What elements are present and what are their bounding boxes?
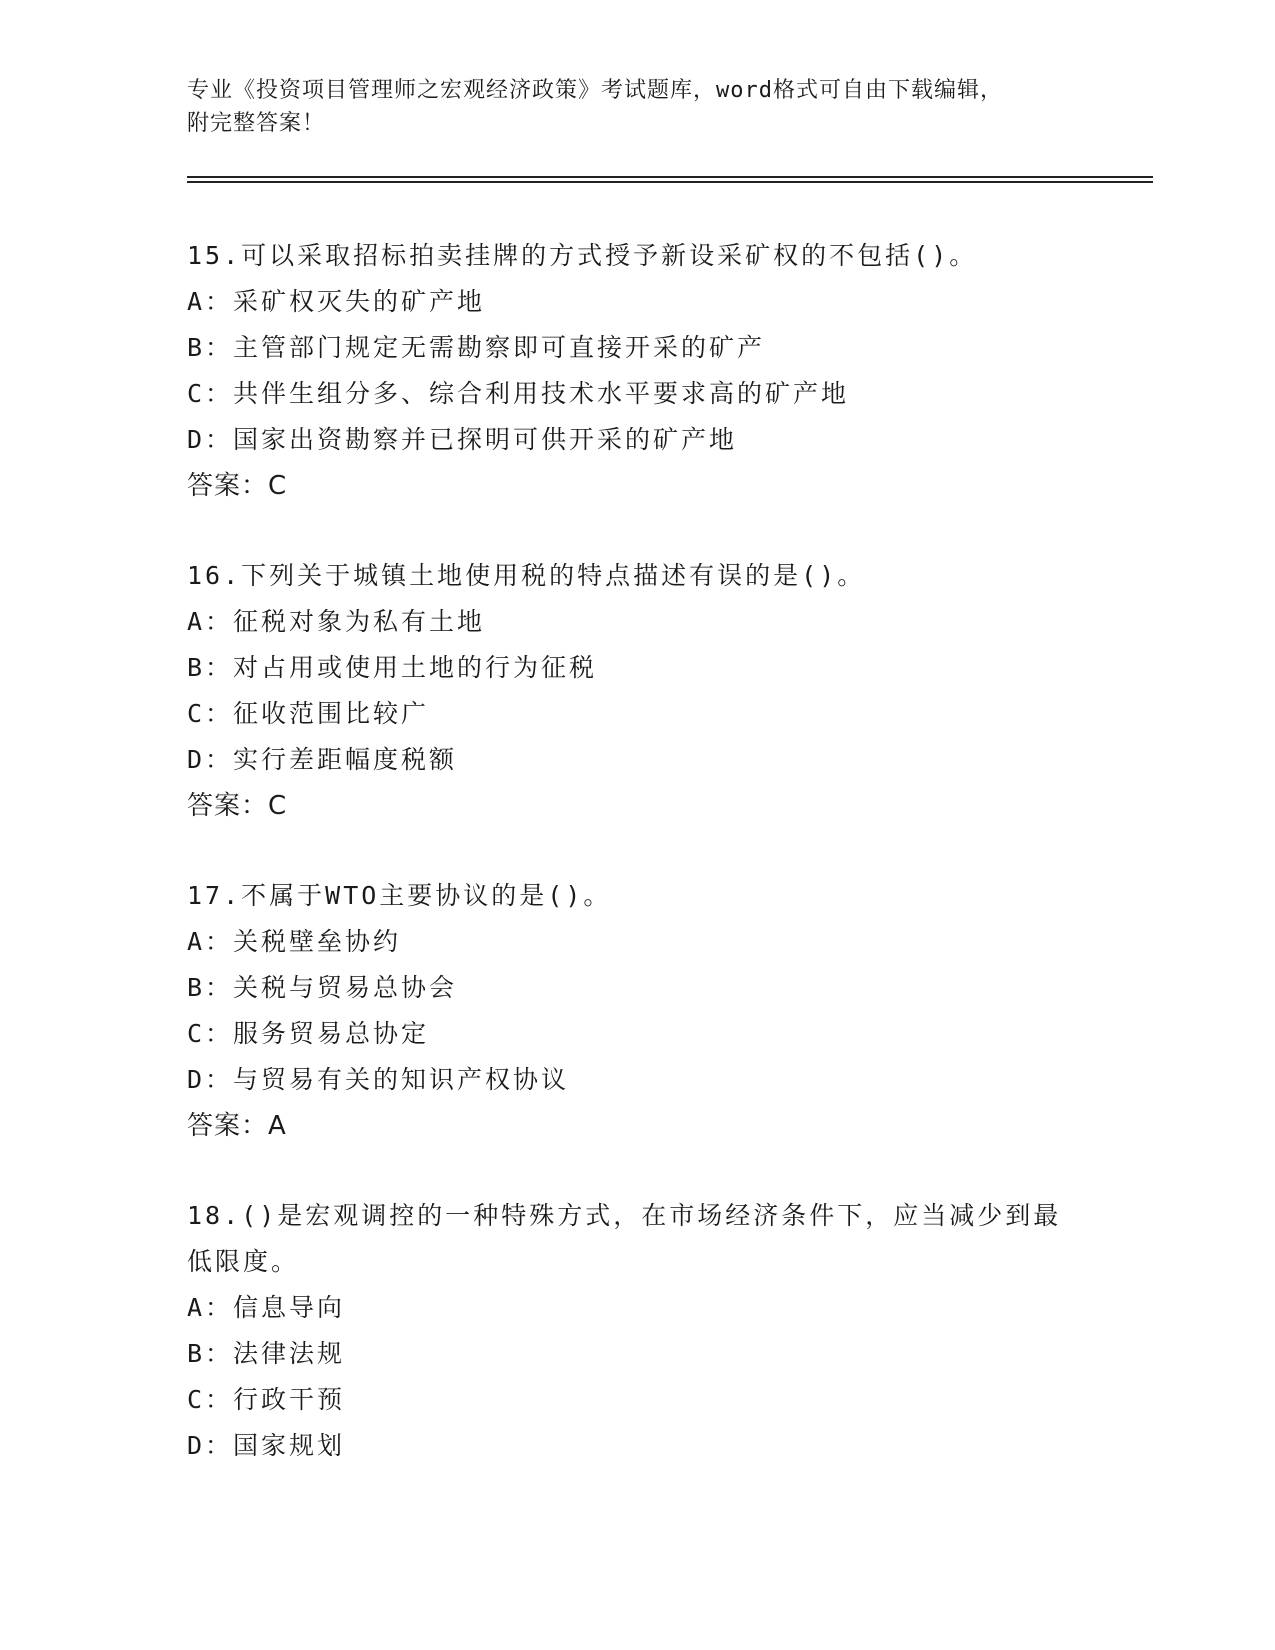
option-c: C：共伴生组分多、综合利用技术水平要求高的矿产地: [187, 379, 850, 408]
option-c: C：行政干预: [187, 1385, 346, 1414]
header-divider-top: [187, 176, 1153, 178]
document-header: [187, 74, 1067, 140]
answer-text: 答案：C: [187, 471, 288, 501]
option-d: D：与贸易有关的知识产权协议: [187, 1065, 570, 1094]
option-c: C：服务贸易总协定: [187, 1019, 430, 1048]
answer-text: 答案：A: [187, 1111, 287, 1141]
option-a: A：关税壁垒协约: [187, 927, 402, 956]
question-15: [187, 233, 1087, 509]
option-b: B：法律法规: [187, 1339, 346, 1368]
option-d: D：国家规划: [187, 1431, 346, 1460]
question-stem: 16.下列关于城镇土地使用税的特点描述有误的是()。: [187, 561, 866, 590]
question-stem-line-2: 低限度。: [187, 1247, 300, 1276]
answer-text: 答案：C: [187, 791, 288, 821]
header-divider-bottom: [187, 181, 1153, 183]
question-16: [187, 553, 1087, 829]
option-b: B：关税与贸易总协会: [187, 973, 458, 1002]
option-b: B：主管部门规定无需勘察即可直接开采的矿产: [187, 333, 766, 362]
option-a: A：采矿权灭失的矿产地: [187, 287, 486, 316]
option-d: D：国家出资勘察并已探明可供开采的矿产地: [187, 425, 738, 454]
option-d: D：实行差距幅度税额: [187, 745, 458, 774]
question-stem: 17.不属于WTO主要协议的是()。: [187, 881, 612, 910]
question-stem-line-1: 18.()是宏观调控的一种特殊方式，在市场经济条件下，应当减少到最: [187, 1201, 1062, 1230]
option-c: C：征收范围比较广: [187, 699, 430, 728]
option-a: A：征税对象为私有土地: [187, 607, 486, 636]
question-18: [187, 1193, 1087, 1469]
question-17: [187, 873, 1087, 1149]
header-line-1: 专业《投资项目管理师之宏观经济政策》考试题库，word格式可自由下载编辑，: [187, 78, 1003, 103]
header-line-2: 附完整答案！: [187, 111, 326, 136]
option-a: A：信息导向: [187, 1293, 346, 1322]
option-b: B：对占用或使用土地的行为征税: [187, 653, 598, 682]
question-stem: 15.可以采取招标拍卖挂牌的方式授予新设采矿权的不包括()。: [187, 241, 978, 270]
